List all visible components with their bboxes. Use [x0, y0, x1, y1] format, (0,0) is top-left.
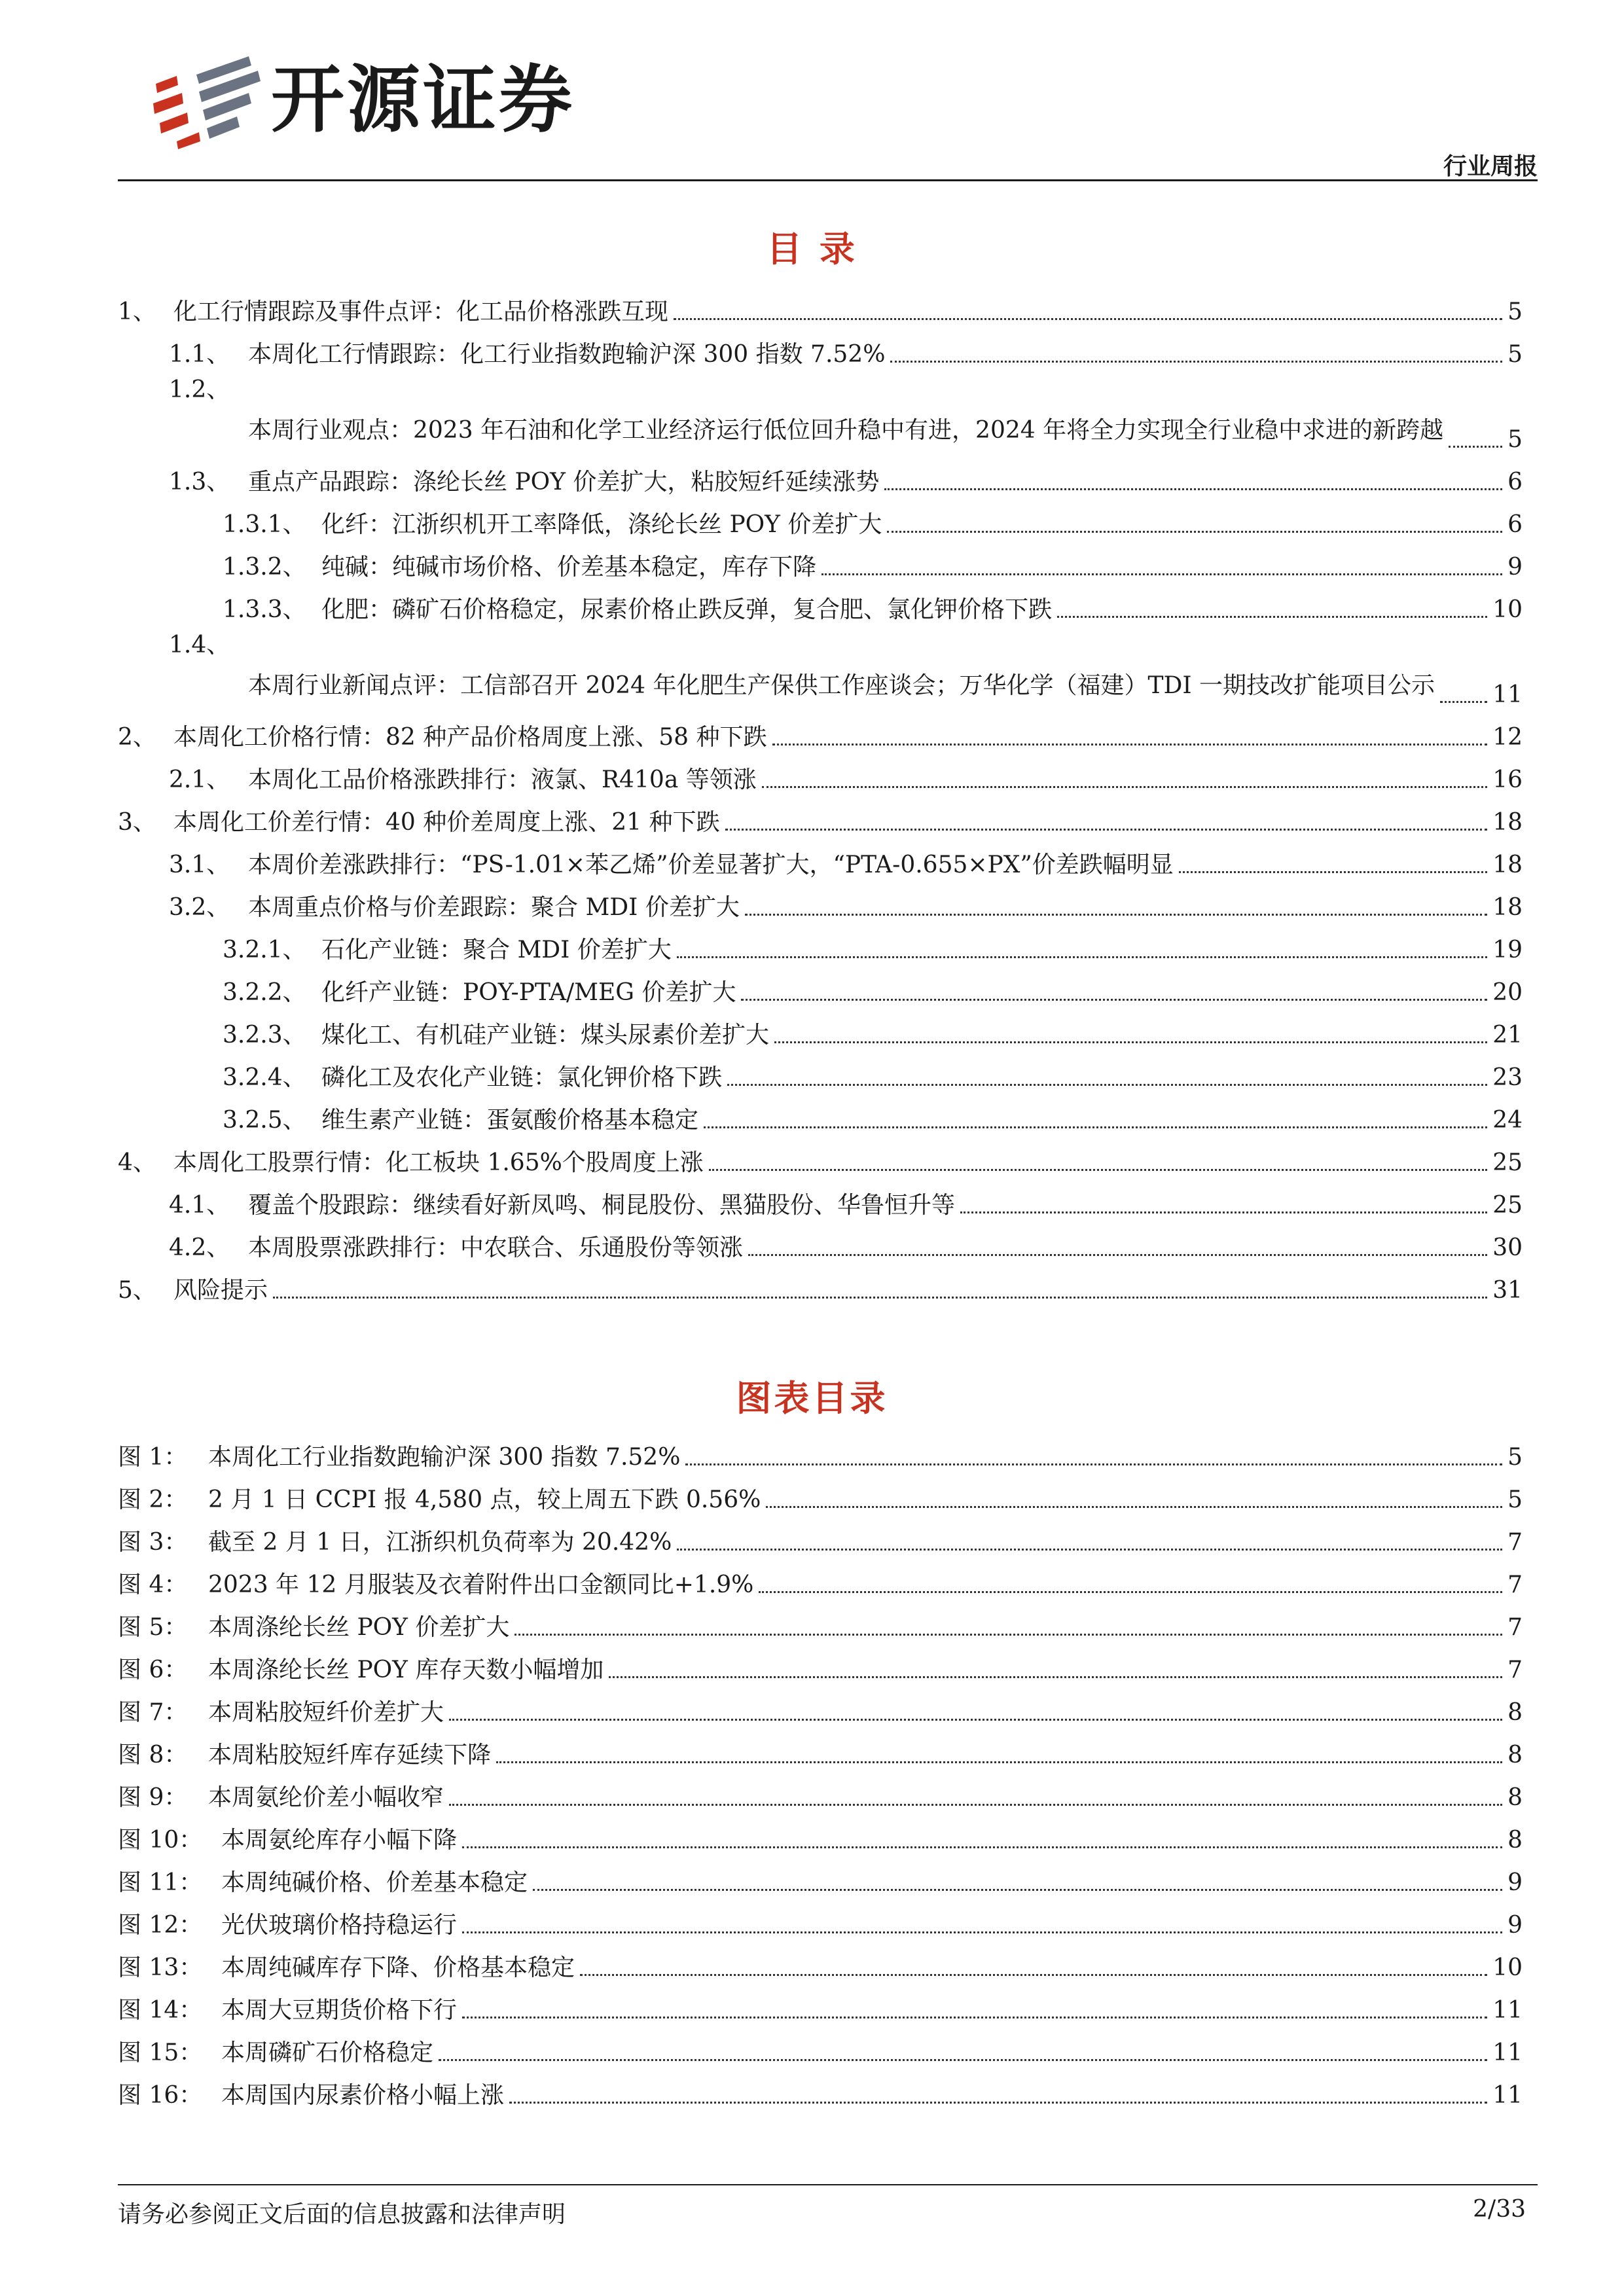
figure-entry-number: 图 4： — [118, 1571, 188, 1598]
dot-leader — [449, 1719, 1502, 1721]
toc-entry-number: 3.1、 — [169, 852, 230, 878]
figure-entry-title: 本周涤纶长丝 POY 价差扩大 — [208, 1614, 510, 1641]
dot-leader — [1179, 871, 1487, 873]
figure-entry-number: 图 16： — [118, 2082, 203, 2109]
dot-leader — [766, 1506, 1502, 1508]
toc-entry-title: 本周化工品价格涨跌排行：液氯、R410a 等领涨 — [248, 766, 757, 793]
figure-entry[interactable] — [118, 1767, 1523, 1810]
logo-text: 开源证券 — [271, 58, 575, 143]
toc-entry-title: 本周化工价差行情：40 种价差周度上涨、21 种下跌 — [173, 809, 720, 836]
figure-entry-title: 本周氨纶库存小幅下降 — [221, 1827, 458, 1854]
figure-entry-page: 8 — [1507, 1699, 1523, 1726]
toc-entry[interactable] — [118, 962, 1523, 1005]
figure-entry-page: 9 — [1507, 1912, 1523, 1939]
toc-entry-title: 本周化工股票行情：化工板块 1.65%个股周度上涨 — [173, 1149, 704, 1176]
toc-entry-number: 1.2、 — [169, 376, 230, 403]
toc-entry-number: 2、 — [118, 724, 156, 751]
toc-entry[interactable] — [118, 452, 1523, 494]
toc-entry-title: 覆盖个股跟踪：继续看好新凤鸣、桐昆股份、黑猫股份、华鲁恒升等 — [248, 1192, 956, 1219]
toc-entry[interactable] — [118, 749, 1523, 792]
toc-entry-page: 18 — [1492, 852, 1523, 878]
dot-leader — [580, 1974, 1487, 1976]
toc-entry-page: 18 — [1492, 809, 1523, 836]
toc-entry-title: 本周重点价格与价差跟踪：聚合 MDI 价差扩大 — [248, 894, 740, 921]
toc-entry[interactable] — [118, 877, 1523, 920]
figure-entry-number: 图 14： — [118, 1997, 203, 2024]
figure-entry[interactable] — [118, 1597, 1523, 1640]
figures-list — [118, 1427, 1523, 2108]
toc-entry-title: 本周化工价格行情：82 种产品价格周度上涨、58 种下跌 — [173, 724, 767, 751]
figure-entry-page: 8 — [1507, 1784, 1523, 1811]
toc-entry[interactable] — [118, 324, 1523, 367]
toc-entry-number: 1、 — [118, 298, 156, 325]
figure-entry-page: 7 — [1507, 1657, 1523, 1683]
toc-entry-number: 3.2.2、 — [223, 979, 306, 1006]
figure-entry-page: 7 — [1507, 1529, 1523, 1556]
figure-entry[interactable] — [118, 1427, 1523, 1469]
figure-entry-page: 7 — [1507, 1614, 1523, 1641]
toc-entry[interactable] — [118, 707, 1523, 749]
figure-entry-number: 图 15： — [118, 2039, 203, 2066]
figure-entry-number: 图 1： — [118, 1444, 188, 1471]
toc-entry-page: 5 — [1507, 341, 1523, 368]
figure-entry-title: 本周粘胶短纤库存延续下降 — [208, 1742, 492, 1768]
toc-entry-title: 煤化工、有机硅产业链：煤头尿素价差扩大 — [321, 1022, 770, 1049]
toc-entry[interactable] — [118, 622, 1523, 707]
toc-list — [118, 281, 1523, 1302]
toc-entry[interactable] — [118, 579, 1523, 622]
toc-entry-number: 4.1、 — [169, 1192, 230, 1219]
dot-leader — [514, 1634, 1502, 1636]
toc-entry-title: 化纤：江浙织机开工率降低，涤纶长丝 POY 价差扩大 — [321, 511, 882, 538]
figure-entry[interactable] — [118, 2022, 1523, 2065]
figure-entry-title: 本周国内尿素价格小幅上涨 — [221, 2082, 505, 2109]
dot-leader — [449, 1804, 1502, 1806]
figure-entry-title: 本周大豆期货价格下行 — [221, 1997, 458, 2024]
dot-leader — [677, 1549, 1502, 1551]
toc-entry-page: 5 — [1507, 426, 1523, 453]
toc-entry-page: 6 — [1507, 469, 1523, 495]
dot-leader — [725, 829, 1488, 831]
dot-leader — [745, 914, 1487, 916]
dot-leader — [821, 573, 1502, 575]
dot-leader — [762, 786, 1487, 788]
toc-entry-page: 31 — [1492, 1277, 1523, 1304]
figure-entry-number: 图 8： — [118, 1742, 188, 1768]
toc-entry-number: 4、 — [118, 1149, 156, 1176]
toc-entry-title: 本周股票涨跌排行：中农联合、乐通股份等领涨 — [248, 1234, 744, 1261]
toc-entry[interactable] — [118, 1217, 1523, 1260]
figure-entry-number: 图 6： — [118, 1657, 188, 1683]
footer-divider — [118, 2184, 1538, 2185]
figures-title: 图表目录 — [736, 1378, 888, 1419]
figure-entry[interactable] — [118, 2065, 1523, 2108]
toc-entry-title: 磷化工及农化产业链：氯化钾价格下跌 — [321, 1064, 723, 1091]
toc-entry[interactable] — [118, 537, 1523, 579]
figure-entry[interactable] — [118, 1937, 1523, 1980]
toc-entry-number: 3.2.5、 — [223, 1107, 306, 1134]
dot-leader — [273, 1297, 1487, 1299]
dot-leader — [759, 1591, 1502, 1593]
toc-entry-number: 3.2.3、 — [223, 1022, 306, 1049]
figure-entry-title: 2023 年 12 月服装及衣着附件出口金额同比+1.9% — [208, 1571, 754, 1598]
toc-entry-number: 3.2、 — [169, 894, 230, 921]
toc-entry-page: 21 — [1492, 1022, 1523, 1049]
toc-entry[interactable] — [118, 1005, 1523, 1047]
figure-entry[interactable] — [118, 1895, 1523, 1937]
figure-entry-number: 图 9： — [118, 1784, 188, 1811]
toc-entry[interactable] — [118, 834, 1523, 877]
figure-entry-number: 图 2： — [118, 1486, 188, 1513]
toc-entry-page: 25 — [1492, 1149, 1523, 1176]
figure-entry[interactable] — [118, 1640, 1523, 1682]
figure-entry-number: 图 7： — [118, 1699, 188, 1726]
toc-entry-title: 化肥：磷矿石价格稳定，尿素价格止跌反弹，复合肥、氯化钾价格下跌 — [321, 596, 1053, 623]
figure-entry-number: 图 10： — [118, 1827, 203, 1854]
figure-entry-title: 光伏玻璃价格持稳运行 — [221, 1912, 458, 1939]
dot-leader — [1057, 616, 1487, 618]
figure-entry[interactable] — [118, 1512, 1523, 1554]
toc-entry[interactable] — [118, 1175, 1523, 1217]
report-type-label: 行业周报 — [1443, 153, 1538, 180]
figure-entry-page: 11 — [1492, 2039, 1523, 2066]
figure-entry-number: 图 12： — [118, 1912, 203, 1939]
header-divider — [118, 179, 1538, 181]
figure-entry-page: 8 — [1507, 1827, 1523, 1854]
toc-entry-page: 18 — [1492, 894, 1523, 921]
figure-entry-page: 9 — [1507, 1869, 1523, 1896]
toc-entry-page: 5 — [1507, 298, 1523, 325]
figure-entry-page: 11 — [1492, 2082, 1523, 2109]
toc-entry-title: 重点产品跟踪：涤纶长丝 POY 价差扩大，粘胶短纤延续涨势 — [248, 469, 880, 495]
toc-entry-number: 3.2.1、 — [223, 937, 306, 963]
dot-leader — [674, 318, 1502, 320]
toc-entry[interactable] — [118, 1090, 1523, 1132]
toc-entry-number: 1.4、 — [169, 632, 230, 658]
dot-leader — [462, 1846, 1502, 1848]
dot-leader — [509, 2102, 1487, 2104]
toc-title: 目 录 — [767, 228, 857, 270]
toc-entry-page: 9 — [1507, 554, 1523, 581]
dot-leader — [960, 1211, 1487, 1213]
figure-entry-title: 本周纯碱价格、价差基本稳定 — [221, 1869, 528, 1896]
toc-entry-page: 19 — [1492, 937, 1523, 963]
toc-entry-number: 4.2、 — [169, 1234, 230, 1261]
toc-entry-number: 1.3.3、 — [223, 596, 306, 623]
figure-entry-title: 2 月 1 日 CCPI 报 4,580 点，较上周五下跌 0.56% — [208, 1486, 761, 1513]
figure-entry-number: 图 13： — [118, 1954, 203, 1981]
dot-leader — [748, 1254, 1487, 1256]
toc-entry-page: 25 — [1492, 1192, 1523, 1219]
toc-entry-number: 1.3、 — [169, 469, 230, 495]
dot-leader — [774, 1041, 1487, 1043]
toc-entry-title: 化纤产业链：POY-PTA/MEG 价差扩大 — [321, 979, 736, 1006]
figure-entry-title: 本周纯碱库存下降、价格基本稳定 — [221, 1954, 575, 1981]
figure-entry-title: 本周磷矿石价格稳定 — [221, 2039, 434, 2066]
dot-leader — [609, 1676, 1502, 1678]
toc-entry[interactable] — [118, 1260, 1523, 1302]
figure-entry-title: 本周涤纶长丝 POY 库存天数小幅增加 — [208, 1657, 604, 1683]
toc-entry-number: 1.3.1、 — [223, 511, 306, 538]
dot-leader — [533, 1889, 1502, 1891]
figure-entry[interactable] — [118, 1682, 1523, 1725]
toc-entry-number: 3.2.4、 — [223, 1064, 306, 1091]
figure-entry-title: 本周氨纶价差小幅收窄 — [208, 1784, 444, 1811]
figure-entry[interactable] — [118, 1469, 1523, 1512]
dot-leader — [685, 1463, 1502, 1465]
figure-entry-page: 5 — [1507, 1486, 1523, 1513]
toc-entry[interactable] — [118, 1132, 1523, 1175]
figure-entry-page: 8 — [1507, 1742, 1523, 1768]
dot-leader — [462, 1931, 1502, 1933]
toc-entry-page: 24 — [1492, 1107, 1523, 1134]
figure-entry-number: 图 3： — [118, 1529, 188, 1556]
toc-entry-number: 1.3.2、 — [223, 554, 306, 581]
figure-entry[interactable] — [118, 1980, 1523, 2022]
toc-entry-number: 5、 — [118, 1277, 156, 1304]
toc-entry[interactable] — [118, 1047, 1523, 1090]
dot-leader — [772, 744, 1488, 745]
dot-leader — [496, 1761, 1502, 1763]
dot-leader — [709, 1169, 1487, 1171]
figure-entry-title: 本周化工行业指数跑输沪深 300 指数 7.52% — [208, 1444, 681, 1471]
toc-entry-title: 石化产业链：聚合 MDI 价差扩大 — [321, 937, 672, 963]
toc-entry-page: 30 — [1492, 1234, 1523, 1261]
toc-entry-title: 本周价差涨跌排行：“PS-1.01×苯乙烯”价差显著扩大，“PTA-0.655×PX”价差跌幅明显 — [248, 852, 1174, 878]
dot-leader — [741, 999, 1487, 1001]
dot-leader — [1440, 701, 1487, 703]
dot-leader — [727, 1084, 1487, 1086]
toc-entry[interactable] — [118, 281, 1523, 324]
toc-entry-number: 1.1、 — [169, 341, 230, 368]
toc-entry-page: 10 — [1492, 596, 1523, 623]
dot-leader — [887, 531, 1502, 533]
dot-leader — [884, 488, 1502, 490]
toc-entry[interactable] — [118, 494, 1523, 537]
toc-entry-number: 2.1、 — [169, 766, 230, 793]
dot-leader — [704, 1126, 1487, 1128]
toc-entry-page: 12 — [1492, 724, 1523, 751]
dot-leader — [439, 2059, 1487, 2061]
toc-entry-number: 3、 — [118, 809, 156, 836]
figure-entry[interactable] — [118, 1810, 1523, 1852]
figure-entry-page: 10 — [1492, 1954, 1523, 1981]
company-logo — [151, 51, 622, 149]
dot-leader — [890, 361, 1502, 363]
toc-entry-page: 11 — [1492, 681, 1523, 708]
figure-entry-title: 本周粘胶短纤价差扩大 — [208, 1699, 444, 1726]
toc-entry-page: 20 — [1492, 979, 1523, 1006]
toc-entry-page: 6 — [1507, 511, 1523, 538]
figure-entry[interactable] — [118, 1852, 1523, 1895]
toc-entry-title: 本周行业新闻点评：工信部召开 2024 年化肥生产保供工作座谈会；万华化学（福建）TDI 一期技改扩能项目公示 — [248, 672, 1435, 699]
toc-entry-title: 风险提示 — [173, 1277, 268, 1304]
figure-entry-number: 图 11： — [118, 1869, 203, 1896]
kaiyuan-logo-mark — [151, 51, 262, 149]
toc-entry-title: 纯碱：纯碱市场价格、价差基本稳定，库存下降 — [321, 554, 817, 581]
figure-entry-title: 截至 2 月 1 日，江浙织机负荷率为 20.42% — [208, 1529, 672, 1556]
toc-entry[interactable] — [118, 367, 1523, 452]
toc-entry-page: 23 — [1492, 1064, 1523, 1091]
toc-entry-title: 本周行业观点：2023 年石油和化学工业经济运行低位回升稳中有进，2024 年将全力实现全行业稳中求进的新跨越 — [248, 417, 1444, 444]
dot-leader — [462, 2017, 1487, 2018]
page-number: 2/33 — [1473, 2196, 1526, 2223]
figure-entry[interactable] — [118, 1554, 1523, 1597]
figure-entry[interactable] — [118, 1725, 1523, 1767]
toc-entry-page: 16 — [1492, 766, 1523, 793]
dot-leader — [677, 956, 1487, 958]
toc-entry-title: 维生素产业链：蛋氨酸价格基本稳定 — [321, 1107, 699, 1134]
figure-entry-number: 图 5： — [118, 1614, 188, 1641]
figure-entry-page: 11 — [1492, 1997, 1523, 2024]
toc-entry[interactable] — [118, 792, 1523, 834]
toc-entry[interactable] — [118, 920, 1523, 962]
footer-disclaimer: 请务必参阅正文后面的信息披露和法律声明 — [118, 2201, 566, 2228]
toc-entry-title: 化工行情跟踪及事件点评：化工品价格涨跌互现 — [173, 298, 669, 325]
figure-entry-page: 7 — [1507, 1571, 1523, 1598]
dot-leader — [1449, 446, 1502, 448]
toc-entry-title: 本周化工行情跟踪：化工行业指数跑输沪深 300 指数 7.52% — [248, 341, 886, 368]
figure-entry-page: 5 — [1507, 1444, 1523, 1471]
